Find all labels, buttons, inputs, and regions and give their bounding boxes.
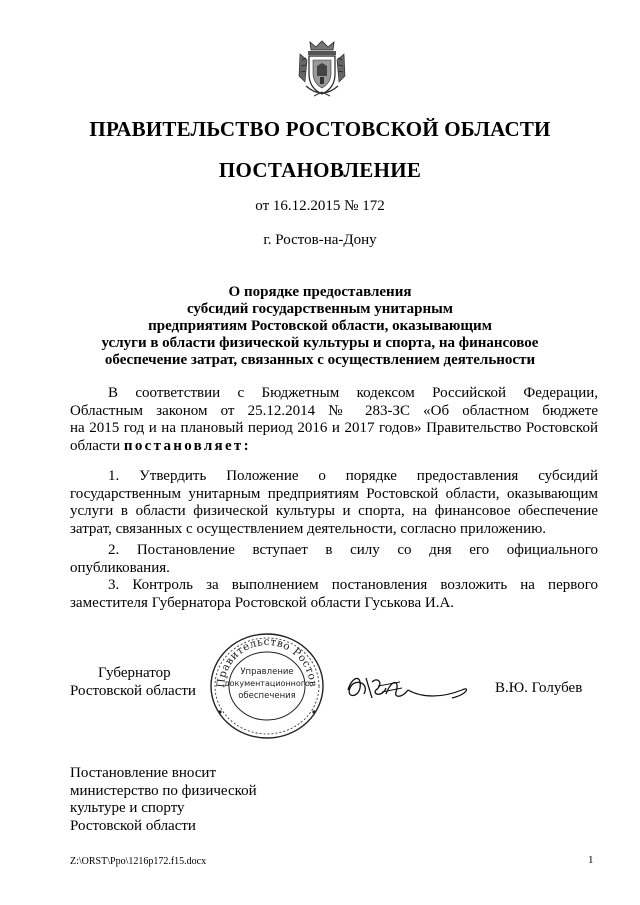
official-round-seal-icon (206, 630, 328, 742)
submitted-line: Постановление вносит (70, 765, 217, 781)
seal-inner-line: документационного (224, 679, 310, 688)
preamble-line: Областным законом от 25.12.2014 № 283-ЗС «Об областном бюджете (70, 402, 598, 419)
title-line: предприятиям Ростовской области, оказывающим (148, 318, 492, 334)
submitted-by-note (70, 765, 257, 835)
submitted-line: Ростовской области (70, 817, 196, 834)
document-type: ПОСТАНОВЛЕНИЕ (218, 158, 422, 182)
title-line: обеспечение затрат, связанных с осуществлением деятельности (104, 352, 536, 368)
item-line: 2. Постановление вступает в силу со дня его официального (108, 542, 598, 558)
title-line: О порядке предоставления (228, 284, 412, 300)
signatory-name: В.Ю. Голубев (495, 680, 583, 696)
submitted-line: культуре и спорту (70, 800, 185, 816)
title-line: субсидий государственным унитарным (186, 301, 454, 317)
decree-item-1 (70, 468, 598, 538)
document-date-number: от 16.12.2015 № 172 (255, 198, 385, 214)
title-line: услуги в области физической культуры и спорта, на финансовое (101, 335, 539, 351)
document-city: г. Ростов-на-Дону (263, 232, 377, 248)
page-number: 1 (588, 854, 594, 866)
decree-word: постановляет: (123, 437, 251, 454)
seal-ring-text: Правительство Ростов (214, 635, 320, 689)
organization-name: ПРАВИТЕЛЬСТВО РОСТОВСКОЙ ОБЛАСТИ (89, 117, 551, 141)
item-last-line: опубликования. (70, 559, 170, 576)
item-line: услуги в области физической культуры и спорта, на финансовое обеспечение (70, 503, 598, 519)
seal-inner-line: обеспечения (238, 691, 296, 701)
preamble-last-line (70, 438, 598, 456)
position-line: Губернатор (98, 665, 171, 681)
item-line: государственным унитарным предприятиям Ростовской области, оказывающим (70, 485, 598, 502)
document-title (0, 284, 640, 369)
seal-inner-line: Управление (240, 667, 294, 677)
preamble-last-prefix: области (70, 437, 124, 454)
signatory-position (70, 664, 196, 700)
item-line: 3. Контроль за выполнением постановления возложить на первого (108, 577, 598, 593)
coat-of-arms-emblem (296, 38, 348, 100)
handwritten-signature-icon (342, 668, 474, 708)
preamble-paragraph (70, 385, 598, 455)
submitted-line: министерство по физической (70, 782, 257, 799)
decree-item-2 (70, 542, 598, 577)
item-line: 1. Утвердить Положение о порядке предоставления субсидий (108, 468, 598, 484)
official-seal (206, 630, 328, 742)
decree-item-3 (70, 577, 598, 612)
rostov-region-coat-of-arms-icon (296, 38, 348, 100)
position-line: Ростовской области (70, 683, 196, 699)
preamble-line: на 2015 год и на плановый период 2016 и 2017 годов» Правительство Ростовской (70, 420, 598, 436)
handwritten-signature (342, 668, 474, 708)
preamble-line: В соответствии с Бюджетным кодексом Российской Федерации, (108, 385, 598, 401)
item-last-line: затрат, связанных с осуществлением деятельности, согласно приложению. (70, 520, 547, 537)
item-last-line: заместителя Губернатора Ростовской области Гуськова И.А. (70, 594, 455, 611)
footer-file-path: Z:\ORST\Ppo\1216p172.f15.docx (70, 856, 207, 867)
